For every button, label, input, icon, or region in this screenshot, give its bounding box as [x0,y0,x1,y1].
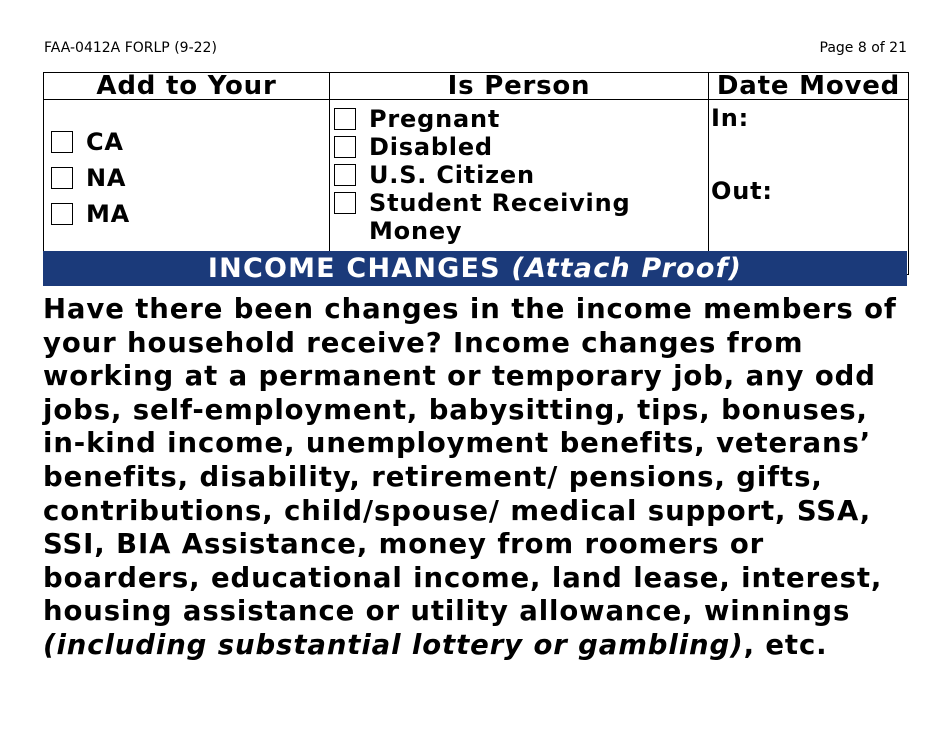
moved-in-label: In: [711,104,750,132]
checkbox-us-citizen[interactable] [334,164,356,186]
income-changes-banner [43,251,907,286]
checkbox-pregnant[interactable] [334,108,356,130]
option-ca [51,124,329,160]
option-label: NA [86,164,127,192]
column-header-is-person: Is Person [330,73,709,100]
column-header-date-moved: Date Moved [709,73,909,100]
page-number: Page 8 of 21 [819,40,907,56]
option-label: Pregnant [369,105,501,133]
option-label-continued: Money [369,217,463,245]
form-id: FAA-0412A FORLP (9-22) [44,40,217,56]
add-to-cell [44,100,330,275]
question-text-end: , etc. [743,628,828,661]
question-text: Have there been changes in the income members of your household receive? Income changes from working at a permanent or temporary job, any odd jobs, self-employment, babysitting, tips, bonuses, in-kind income, unemployment benefits, veterans’ benefits, disability, retirement/ pensions, gifts, contributions, child/spouse/ medical support, SSA, SSI, BIA Assistance, money from roomers or boarders, educational income, land lease, interest, housing assistance or utility allowance, winnings [43,293,897,628]
option-label: Student Receiving [369,189,631,217]
option-label: U.S. Citizen [369,161,535,189]
section-heading: INCOME CHANGES [207,253,501,284]
is-person-cell [330,100,709,275]
option-label: CA [86,128,124,156]
checkbox-student-receiving-money[interactable] [334,192,356,214]
option-na [51,160,329,196]
checkbox-ca[interactable] [51,131,73,153]
option-pregnant [334,105,708,133]
question-text-italic: (including substantial lottery or gambling) [43,628,744,661]
moved-out-label: Out: [711,177,773,205]
option-student-receiving-money [334,189,708,217]
checkbox-disabled[interactable] [334,136,356,158]
income-changes-question [43,293,918,663]
option-disabled [334,133,708,161]
checkbox-na[interactable] [51,167,73,189]
section-heading-note: (Attach Proof) [511,253,743,284]
option-label: MA [86,200,131,228]
household-change-table [43,72,909,275]
option-label: Disabled [369,133,493,161]
date-moved-cell [709,100,909,275]
checkbox-ma[interactable] [51,203,73,225]
column-header-add-to-your: Add to Your [44,73,330,100]
option-ma [51,196,329,232]
option-us-citizen [334,161,708,189]
